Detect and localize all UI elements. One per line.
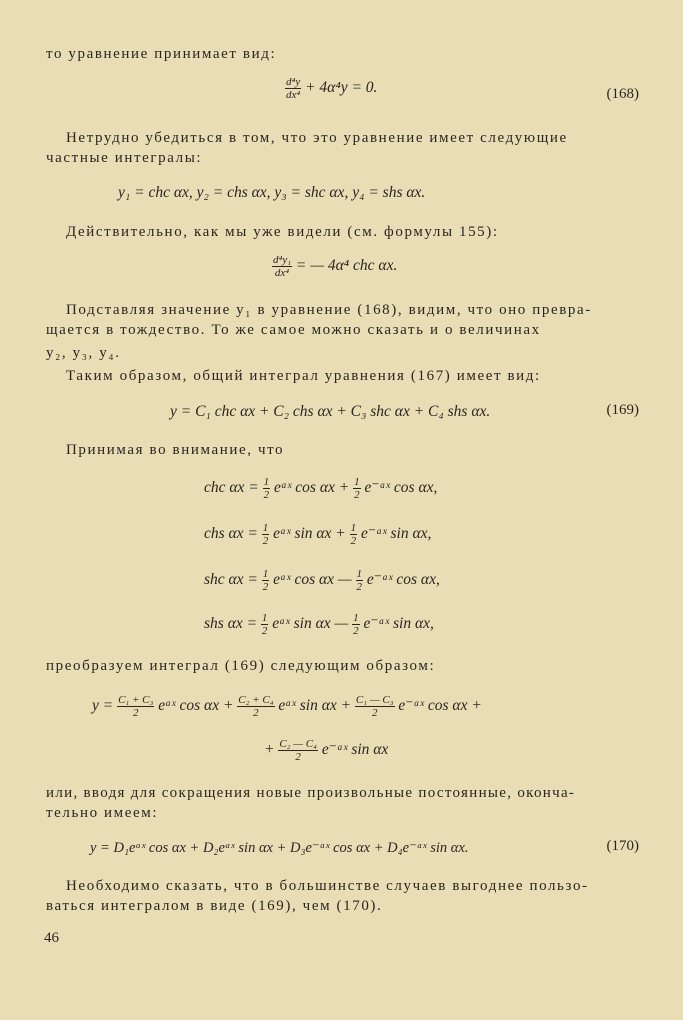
page-number: 46 [44, 930, 59, 946]
text-line: то уравнение принимает вид: [46, 46, 277, 62]
equation-number: (168) [606, 86, 639, 102]
text-line: Подставляя значение y₁ в уравнение (168), видим, что оно превра- [66, 302, 592, 318]
equation-chs: chs αx = $\frac{1}{2}$ eᵃˣ sin αx + $\frac{1}{2}$ e⁻ᵃˣ sin αx, [204, 522, 432, 547]
equation-transformed-2: + $\frac{\text{C₂ — C₄}}{2}$ e⁻ᵃˣ sin αx [264, 738, 389, 763]
text-line: Действительно, как мы уже видели (см. формулы 155): [66, 224, 499, 240]
text-line: Таким образом, общий интеграл уравнения (167) имеет вид: [66, 368, 541, 384]
text-line: Необходимо сказать, что в большинстве случаев выгоднее пользо- [66, 878, 589, 894]
text-line: частные интегралы: [46, 150, 203, 166]
text-line: ваться интегралом в виде (169), чем (170). [46, 898, 383, 914]
equation-particular: y₁ = chc αx, y₂ = chs αx, y₃ = shc αx, y₄ = shs αx. [118, 184, 426, 201]
equation-168: $\frac{\text{d⁴y}}{\text{dx⁴}}$ + 4α⁴y = 0. [286, 76, 378, 101]
fraction: $\frac{\text{d⁴y}}{\text{dx⁴}}$ [286, 76, 301, 101]
text-line: щается в тождество. То же самое можно сказать и о величинах [46, 322, 541, 338]
text-line: тельно имеем: [46, 805, 159, 821]
equation-number: (169) [606, 402, 639, 418]
text-line: y₂, y₃, y₄. [46, 345, 121, 361]
text-line: или, вводя для сокращения новые произвольные постоянные, оконча- [46, 785, 576, 801]
equation-derivative: $\frac{\text{d⁴y₁}}{\text{dx⁴}}$ = — 4α⁴ chc αx. [273, 254, 398, 279]
equation-number: (170) [606, 838, 639, 854]
equation-shc: shc αx = $\frac{1}{2}$ eᵃˣ cos αx — $\frac{1}{2}$ e⁻ᵃˣ cos αx, [204, 568, 440, 593]
text-line: Принимая во внимание, что [66, 442, 285, 458]
text-line: преобразуем интеграл (169) следующим образом: [46, 658, 436, 674]
equation-transformed-1: y = $\frac{\text{C₁ + C₃}}{2}$ eᵃˣ cos αx + $\frac{\text{C₂ + C₄}}{2}$ eᵃˣ sin αx + $\frac{\text{C₁ — C₃}}{2}$ e⁻ᵃˣ cos αx + [92, 694, 482, 719]
equation-170: y = D₁eᵃˣ cos αx + D₂eᵃˣ sin αx + D₃e⁻ᵃˣ cos αx + D₄e⁻ᵃˣ sin αx. [90, 840, 469, 856]
text-line: Нетрудно убедиться в том, что это уравнение имеет следующие [66, 130, 568, 146]
equation-chc: chc αx = $\frac{1}{2}$ eᵃˣ cos αx + $\frac{1}{2}$ e⁻ᵃˣ cos αx, [204, 476, 438, 501]
equation-169: y = C₁ chc αx + C₂ chs αx + C₃ shc αx + C₄ shs αx. [170, 403, 491, 420]
equation-shs: shs αx = $\frac{1}{2}$ eᵃˣ sin αx — $\frac{1}{2}$ e⁻ᵃˣ sin αx, [204, 612, 434, 637]
